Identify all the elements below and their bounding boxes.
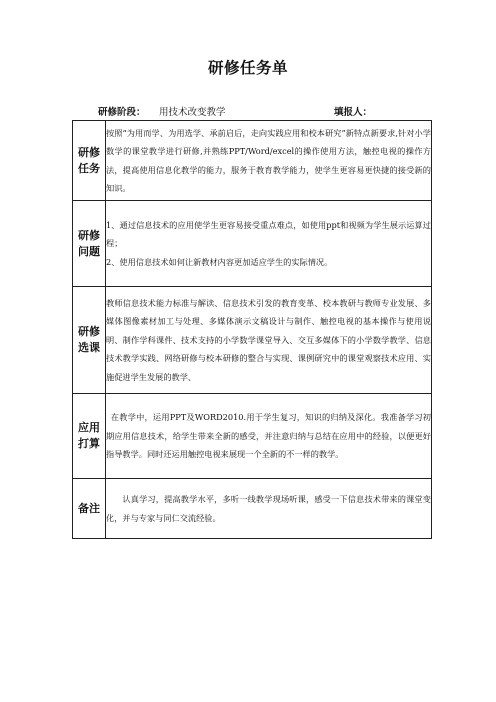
document-title: 研修任务单 (207, 59, 288, 77)
row-content-task (106, 121, 432, 201)
course-paragraph: 教师信息技术能力标准与解读、信息技术引发的教育变革、校本教研与教师专业发展、多媒体图像素材加工与处理、多媒体演示文稿设计与制作、触控电视的基本操作与使用说明、制作学科课件、技术支持的小学数学课堂导入、交互多媒体下的小学数学教学、信息技术教学实践、网络研修与校本研修的整合与实现、课例研究中的课堂观察技术应用、实施促进学生发展的教学、 (106, 297, 431, 382)
task-paragraph: 按照“为用而学、为用选学、承前启后，走向实践应用和校本研究”新特点新要求,针对小学数学的课堂教学进行研修,并熟练PPT/Word/excel的操作使用方法，触控电视的操作方法，提高使用信息化教学的能力，服务于教育教学能力，使学生更容易更快捷的接受新的知识。 (106, 127, 431, 193)
row-label-plan: 应用打算 (73, 394, 106, 479)
row-content-problem (106, 201, 432, 287)
row-label-problem: 研修问题 (73, 201, 106, 287)
table-row-problem (73, 201, 432, 287)
problem-paragraph-2: 2、使用信息技术如何让新教材内容更加适应学生的实际情况。 (106, 256, 333, 267)
row-label-remark: 备注 (73, 479, 106, 539)
table-row-course (73, 287, 432, 394)
plan-paragraph: 在教学中，运用PPT及WORD2010.用于学生复习，知识的归纳及深化。我准备学习初期应用信息技术，给学生带来全新的感受，并注意归纳与总结在应用中的经验，以便更好指导教学。同时还运用触控电视来展现一个全新的不一样的教学。 (106, 412, 431, 460)
row-content-course (106, 287, 432, 394)
row-content-remark (106, 479, 432, 539)
filler-label: 填报人： (334, 107, 373, 118)
row-label-course: 研修选课 (73, 287, 106, 394)
task-table (72, 120, 432, 539)
stage-value: 用技术改变教学 (159, 107, 226, 118)
table-row-task (73, 121, 432, 201)
row-label-task: 研修任务 (73, 121, 106, 201)
table-row-plan (73, 394, 432, 479)
row-content-plan (106, 394, 432, 479)
meta-row (0, 104, 496, 120)
table-row-remark (73, 479, 432, 539)
problem-paragraph-1: 1、通过信息技术的应用使学生更容易接受重点难点，如使用ppt和视频为学生展示运算过程； (106, 219, 431, 249)
stage-label: 研修阶段： (98, 107, 146, 118)
remark-paragraph: 认真学习，提高教学水平，多听一线教学现场听课，感受一下信息技术带来的课堂变化，并与专家与同仁交流经验。 (106, 494, 431, 523)
